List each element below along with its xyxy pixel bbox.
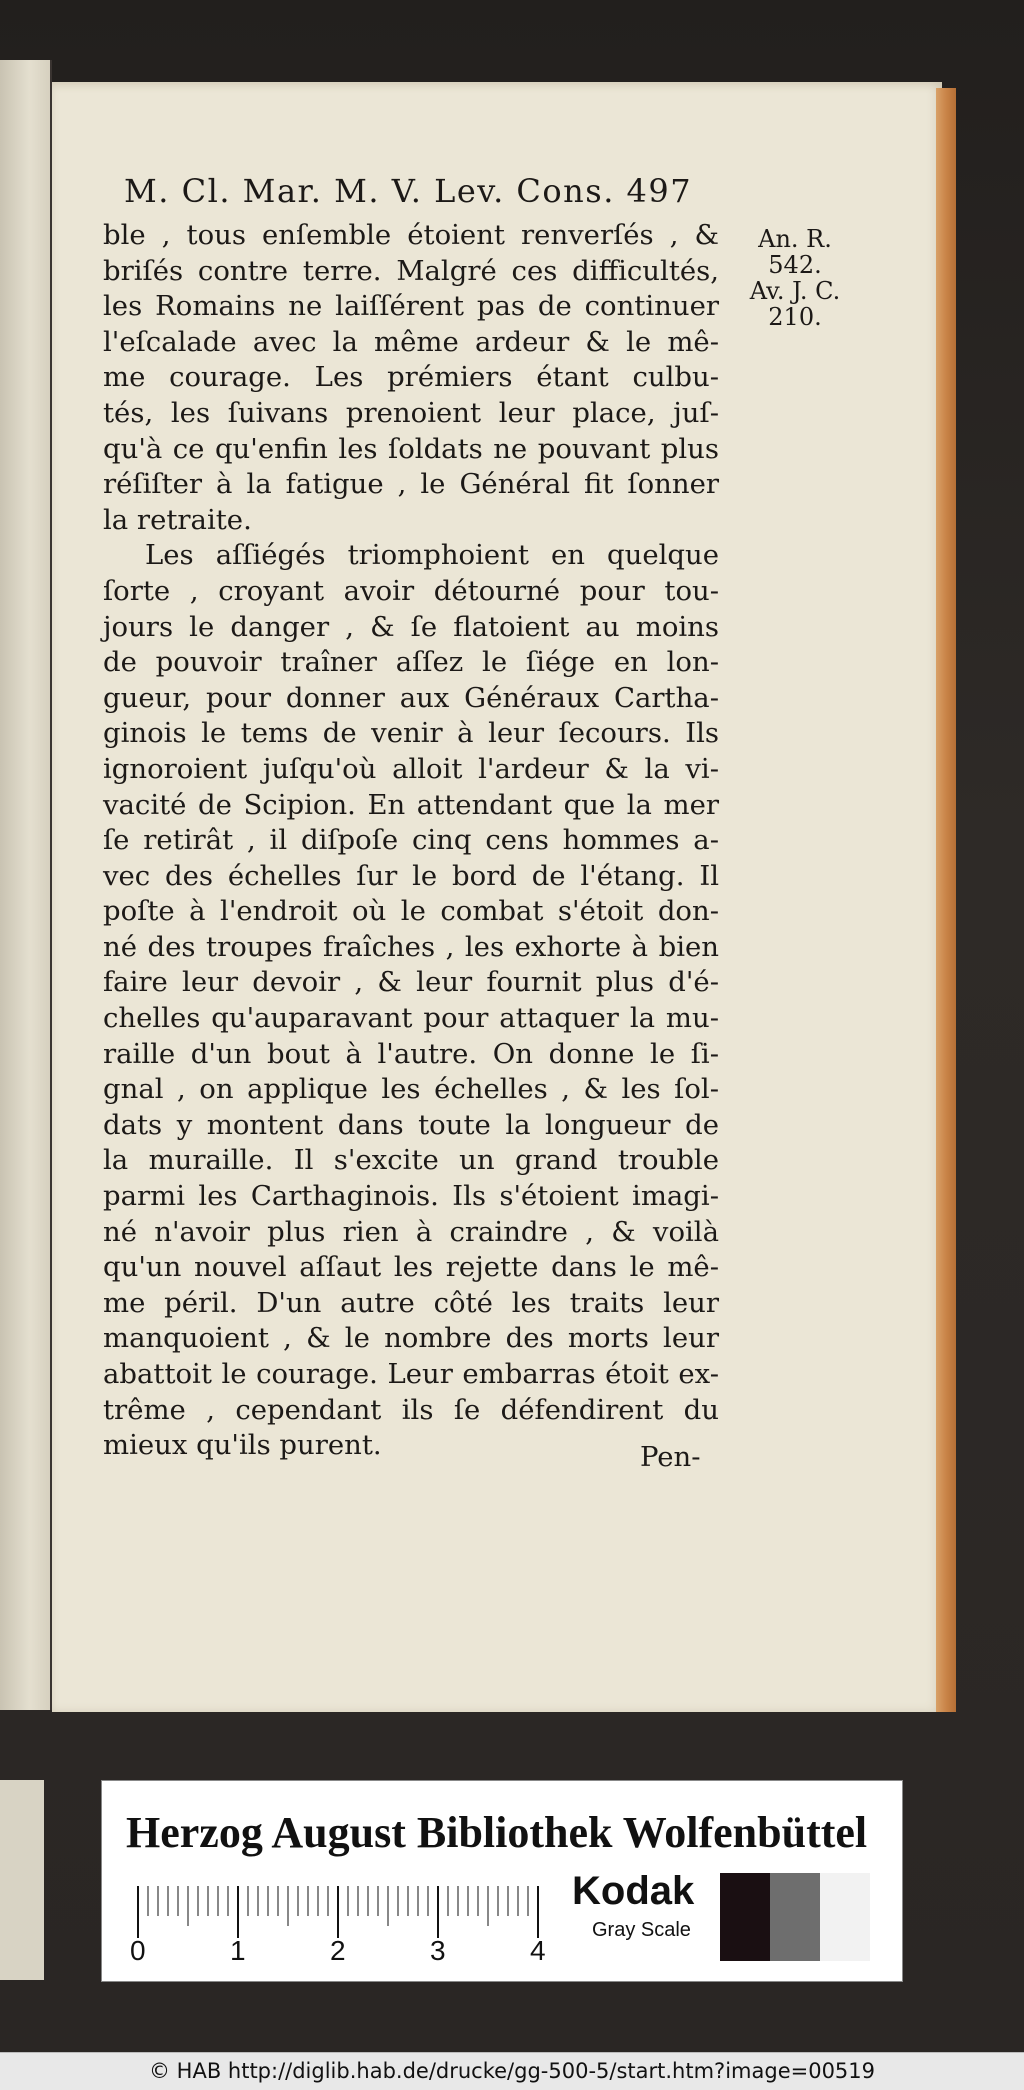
previous-page-edge	[0, 60, 52, 1710]
kodak-brand: Kodak	[572, 1869, 695, 1913]
text-line: tés, les ſuivans prenoient leur place, juſ-	[103, 396, 719, 429]
text-line: ginois le tems de venir à leur ſecours. Ils	[103, 717, 719, 750]
running-header: M. Cl. Mar. M. V. Lev. Cons. 497	[124, 172, 693, 210]
text-line: manquoient , & le nombre des morts leur	[103, 1322, 719, 1355]
ruler-number: 4	[530, 1935, 546, 1966]
text-line: ſorte , croyant avoir détourné pour tou-	[103, 574, 719, 607]
text-line: la muraille. Il s'excite un grand trouble	[103, 1144, 719, 1177]
ruler-ticks	[138, 1886, 538, 1938]
text-line: de pouvoir traîner aſſez le ſiége en lon-	[103, 646, 719, 679]
swatch-mid	[770, 1873, 820, 1961]
ruler-number: 1	[230, 1935, 246, 1966]
text-line: mieux qu'ils purent.	[103, 1429, 382, 1462]
ruler-number: 0	[130, 1935, 146, 1966]
text-line: Les aſſiégés triomphoient en quelque	[145, 539, 719, 572]
text-line: qu'à ce qu'enfin les ſoldats ne pouvant plus	[103, 432, 719, 465]
text-line: me péril. D'un autre côté les traits leur	[103, 1286, 719, 1319]
text-line: ble , tous enſemble étoient renverſés , &	[103, 219, 719, 251]
text-line: ignoroient juſqu'où alloit l'ardeur & la vi-	[103, 752, 719, 785]
gray-swatches	[720, 1873, 870, 1961]
text-line: qu'un nouvel aſſaut les rejette dans le mê-	[103, 1251, 719, 1284]
text-line: vacité de Scipion. En attendant que la mer	[103, 788, 719, 821]
text-line: gnal , on applique les échelles , & les ſol-	[103, 1073, 719, 1106]
margin-note-line: 542.	[768, 251, 822, 279]
text-line: faire leur devoir , & leur fournit plus d'é-	[103, 966, 719, 999]
text-line: me courage. Les prémiers étant culbu-	[103, 361, 719, 394]
text-line: né n'avoir plus rien à craindre , & voilà	[103, 1215, 719, 1248]
page-fore-edge	[936, 88, 956, 1712]
footer-credit: © HAB http://diglib.hab.de/drucke/gg-500-5/start.htm?image=00519	[0, 2052, 1024, 2090]
text-line: chelles qu'auparavant pour attaquer la mu-	[103, 1002, 719, 1035]
ruler-number: 3	[430, 1935, 446, 1966]
swatch-dark	[720, 1873, 770, 1961]
measurement-ruler	[130, 1876, 550, 1966]
body-text	[103, 218, 719, 1464]
swatch-light	[820, 1873, 870, 1961]
text-line: vec des échelles ſur le bord de l'étang. Il	[103, 859, 719, 892]
text-line: trême , cependant ils ſe défendirent du	[103, 1393, 719, 1426]
text-line: dats y montent dans toute la longueur de	[103, 1108, 719, 1141]
margin-note-line: Av. J. C.	[749, 277, 841, 305]
text-line: ſe retirât , il diſpoſe cinq cens hommes a-	[103, 824, 719, 857]
text-line: la retraite.	[103, 503, 252, 536]
text-line: abattoit le courage. Leur embarras étoit ex-	[103, 1358, 719, 1390]
text-line: l'eſcalade avec la même ardeur & le mê-	[103, 325, 719, 358]
text-line: les Romains ne laiſſérent pas de continuer	[103, 290, 719, 323]
text-line: né des troupes fraîches , les exhorte à bien	[103, 930, 719, 963]
text-line: gueur, pour donner aux Généraux Cartha-	[103, 681, 719, 714]
catchword: Pen-	[640, 1441, 701, 1473]
margin-note-line: An. R.	[758, 225, 832, 253]
margin-note-line: 210.	[768, 303, 822, 331]
text-line: réſiſter à la fatigue , le Général fit ſonner	[103, 468, 719, 501]
ruler-number: 2	[330, 1935, 346, 1966]
library-name: Herzog August Bibliothek Wolfenbüttel	[126, 1808, 868, 1857]
text-line: jours le danger , & ſe flatoient au moins	[103, 610, 719, 643]
previous-page-lower-edge	[0, 1780, 44, 1980]
text-line: raille d'un bout à l'autre. On donne le ſi-	[103, 1037, 719, 1070]
text-line: briſés contre terre. Malgré ces difficultés,	[103, 254, 719, 287]
margin-date-note	[735, 226, 855, 330]
text-line: parmi les Carthaginois. Ils s'étoient imagi-	[103, 1180, 719, 1213]
text-line: poſte à l'endroit où le combat s'étoit don-	[103, 895, 719, 928]
color-scale-card	[101, 1780, 903, 1982]
gray-scale-label: Gray Scale	[592, 1919, 691, 1941]
